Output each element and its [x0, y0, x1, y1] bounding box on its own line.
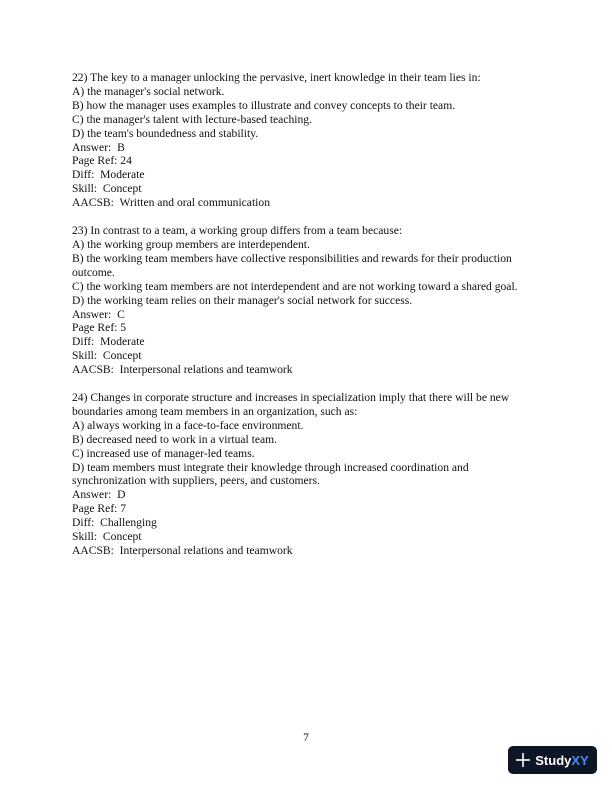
- option-a: A) the manager's social network.: [72, 84, 225, 98]
- answer: Answer: D: [72, 488, 126, 502]
- studyxy-badge[interactable]: [508, 746, 597, 774]
- option-b: B) the working team members have collective responsibilities and rewards for their production: [72, 251, 512, 265]
- question-text-continued: boundaries among team members in an organization, such as:: [72, 404, 358, 418]
- answer: Answer: B: [72, 140, 125, 154]
- option-d-continued: synchronization with suppliers, peers, and customers.: [72, 474, 320, 488]
- option-a: A) the working group members are interdependent.: [72, 237, 310, 251]
- question-list: [72, 71, 542, 572]
- option-c: C) increased use of manager-led teams.: [72, 446, 255, 460]
- option-a: A) always working in a face-to-face environment.: [72, 418, 304, 432]
- difficulty: Diff: Moderate: [72, 335, 145, 349]
- option-d: D) team members must integrate their knowledge through increased coordination and: [72, 460, 469, 474]
- difficulty: Diff: Moderate: [72, 168, 145, 182]
- badge-label: [535, 753, 588, 768]
- badge-text-main: Study: [535, 752, 572, 768]
- aacsb: AACSB: Interpersonal relations and teamwork: [72, 544, 293, 557]
- option-d: D) the working team relies on their manager's social network for success.: [72, 293, 413, 307]
- aacsb: AACSB: Written and oral communication: [72, 196, 270, 210]
- question-text: 22) The key to a manager unlocking the pervasive, inert knowledge in their team lies in:: [72, 71, 481, 84]
- question-text: 24) Changes in corporate structure and increases in specialization imply that there will be new: [72, 391, 510, 405]
- answer: Answer: C: [72, 307, 125, 321]
- page-number: 7: [303, 731, 309, 744]
- badge-text-accent: XY: [571, 752, 589, 768]
- page-ref: Page Ref: 7: [72, 502, 127, 516]
- page-ref: Page Ref: 5: [72, 321, 127, 335]
- skill: Skill: Concept: [72, 182, 142, 196]
- aacsb: AACSB: Interpersonal relations and teamwork: [72, 363, 293, 377]
- option-b-continued: outcome.: [72, 265, 115, 279]
- difficulty: Diff: Challenging: [72, 516, 157, 530]
- option-b: B) decreased need to work in a virtual team.: [72, 432, 278, 446]
- skill: Skill: Concept: [72, 349, 142, 363]
- question-text: 23) In contrast to a team, a working group differs from a team because:: [72, 224, 403, 238]
- page-ref: Page Ref: 24: [72, 154, 132, 168]
- plus-icon: [516, 753, 530, 767]
- option-c: C) the manager's talent with lecture-based teaching.: [72, 112, 312, 126]
- question-22: [72, 71, 542, 210]
- option-d: D) the team's boundedness and stability.: [72, 126, 259, 140]
- option-b: B) how the manager uses examples to illustrate and convey concepts to their team.: [72, 98, 456, 112]
- question-24: [72, 391, 542, 558]
- skill: Skill: Concept: [72, 530, 142, 544]
- option-c: C) the working team members are not interdependent and are not working toward a shared goal.: [72, 279, 518, 293]
- question-23: [72, 224, 542, 377]
